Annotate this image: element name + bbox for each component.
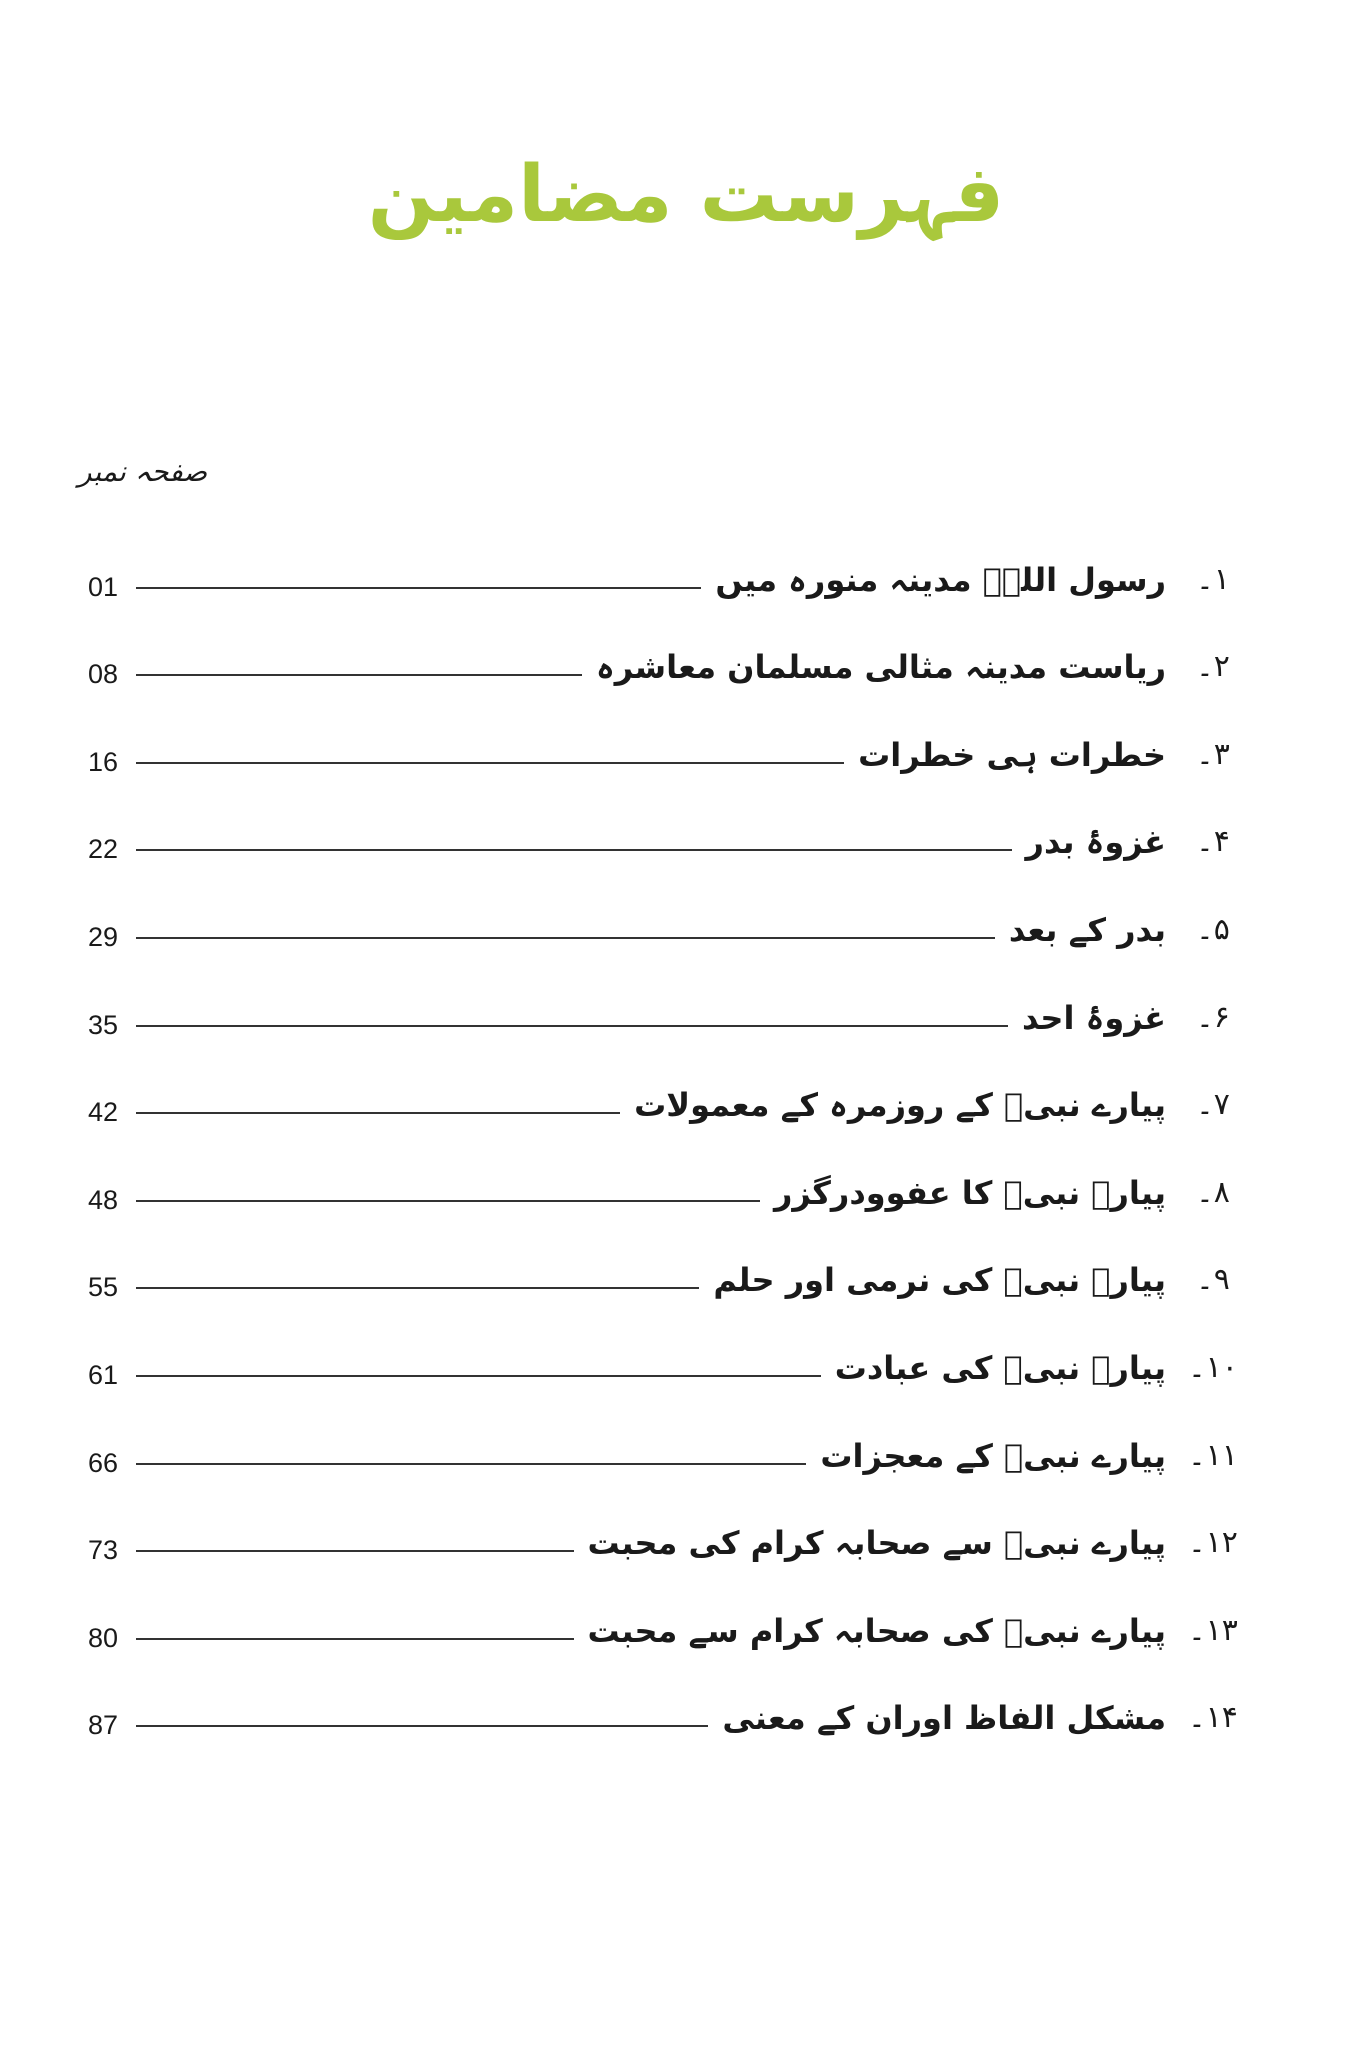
entry-number: ۴۔ xyxy=(1196,824,1230,860)
toc-entry[interactable] xyxy=(88,875,1248,963)
toc-entry[interactable] xyxy=(88,1138,1248,1226)
toc-entry[interactable] xyxy=(88,525,1248,613)
leader-line xyxy=(136,1463,806,1465)
leader-line xyxy=(136,587,701,589)
entry-page-number: 29 xyxy=(88,921,119,952)
leader-line xyxy=(136,1112,620,1114)
entry-page-number: 55 xyxy=(88,1272,119,1303)
leader-line xyxy=(136,1287,699,1289)
entry-title: پیارے نبیؐ سے صحابہ کرام کی محبت xyxy=(587,1524,1166,1563)
leader-line xyxy=(136,937,995,939)
entry-title: غزوۂ احد xyxy=(1021,998,1166,1037)
entry-page-number: 61 xyxy=(88,1359,119,1390)
toc-entry[interactable] xyxy=(88,1576,1248,1664)
leader-line xyxy=(136,1550,574,1552)
entry-number: ۲۔ xyxy=(1196,649,1230,685)
toc-entry[interactable] xyxy=(88,1489,1248,1577)
entry-number: ۱۱۔ xyxy=(1188,1437,1238,1473)
entry-title: پیارے نبیؐ کی عبادت xyxy=(834,1348,1166,1387)
entry-number: ۷۔ xyxy=(1196,1087,1230,1123)
entry-title: خطرات ہی خطرات xyxy=(858,735,1166,774)
entry-number: ۱۔ xyxy=(1196,561,1230,597)
entry-page-number: 35 xyxy=(88,1009,119,1040)
entry-title: ریاست مدینہ مثالی مسلمان معاشرہ xyxy=(596,648,1166,687)
entry-title: بدر کے بعد xyxy=(1008,910,1166,949)
entry-page-number: 73 xyxy=(88,1535,119,1566)
entry-number: ۱۴۔ xyxy=(1188,1700,1238,1736)
leader-line xyxy=(136,674,582,676)
table-of-contents xyxy=(88,525,1248,1751)
toc-entry[interactable] xyxy=(88,1313,1248,1401)
entry-number: ۱۲۔ xyxy=(1188,1525,1238,1561)
entry-page-number: 42 xyxy=(88,1097,119,1128)
entry-number: ۹۔ xyxy=(1196,1262,1230,1298)
toc-entry[interactable] xyxy=(88,1401,1248,1489)
leader-line xyxy=(136,1200,760,1202)
entry-title: رسول اللہؐ مدینہ منورہ میں xyxy=(715,560,1166,599)
entry-number: ۱۰۔ xyxy=(1188,1349,1238,1385)
entry-page-number: 48 xyxy=(88,1184,119,1215)
entry-title: پیارے نبیؐ کا عفوودرگزر xyxy=(773,1173,1166,1212)
leader-line xyxy=(136,1725,708,1727)
leader-line xyxy=(136,1375,821,1377)
entry-title: مشکل الفاظ اوران کے معنی xyxy=(722,1699,1166,1738)
entry-page-number: 08 xyxy=(88,659,119,690)
toc-entry[interactable] xyxy=(88,1226,1248,1314)
page-number-column-header: صفحہ نمبر xyxy=(78,455,208,488)
toc-entry[interactable] xyxy=(88,963,1248,1051)
toc-entry[interactable] xyxy=(88,788,1248,876)
leader-line xyxy=(136,1638,574,1640)
entry-page-number: 16 xyxy=(88,746,119,777)
entry-number: ۱۳۔ xyxy=(1188,1612,1238,1648)
entry-number: ۳۔ xyxy=(1196,736,1230,772)
leader-line xyxy=(136,849,1012,851)
entry-page-number: 22 xyxy=(88,834,119,865)
toc-entry[interactable] xyxy=(88,613,1248,701)
toc-entry[interactable] xyxy=(88,1051,1248,1139)
entry-title: پیارے نبیؐ کے معجزات xyxy=(820,1436,1166,1475)
entry-number: ۸۔ xyxy=(1196,1174,1230,1210)
entry-title: پیارے نبیؐ کی نرمی اور حلم xyxy=(713,1261,1166,1300)
entry-title: پیارے نبیؐ کے روزمرہ کے معمولات xyxy=(634,1086,1166,1125)
entry-page-number: 01 xyxy=(88,571,119,602)
entry-page-number: 66 xyxy=(88,1447,119,1478)
entry-title: پیارے نبیؐ کی صحابہ کرام سے محبت xyxy=(587,1611,1166,1650)
entry-number: ۶۔ xyxy=(1196,999,1230,1035)
toc-entry[interactable] xyxy=(88,700,1248,788)
entry-page-number: 80 xyxy=(88,1622,119,1653)
page-title: فہرست مضامین xyxy=(367,150,1005,240)
entry-number: ۵۔ xyxy=(1196,911,1230,947)
entry-title: غزوۂ بدر xyxy=(1025,823,1166,862)
toc-entry[interactable] xyxy=(88,1664,1248,1752)
leader-line xyxy=(136,1025,1008,1027)
entry-page-number: 87 xyxy=(88,1710,119,1741)
leader-line xyxy=(136,762,844,764)
